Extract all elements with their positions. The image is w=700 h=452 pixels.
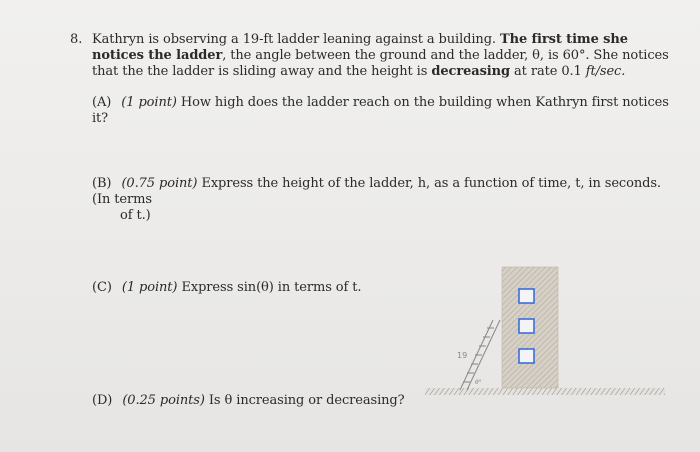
part-d-label: (D) bbox=[92, 393, 113, 408]
problem-text-1: Kathryn is observing a 19-ft ladder leaning against a building. bbox=[92, 32, 496, 47]
ladder-length-label: 19 bbox=[457, 351, 468, 360]
part-b-question: Express the height of the ladder, h, as a function of time, t, in seconds. (In terms bbox=[92, 176, 661, 207]
part-a bbox=[92, 95, 677, 127]
problem-rate-unit: ft/sec. bbox=[585, 64, 626, 79]
part-a-points: (1 point) bbox=[121, 95, 177, 110]
problem-statement bbox=[92, 32, 677, 80]
problem-bold-1: The first time she notices the ladder bbox=[92, 32, 628, 63]
problem-text-3: at rate 0.1 bbox=[514, 64, 582, 79]
part-a-label: (A) bbox=[92, 95, 112, 110]
part-c-question: Express sin(θ) in terms of t. bbox=[181, 280, 362, 295]
part-d-points: (0.25 points) bbox=[122, 393, 205, 408]
window-bottom bbox=[519, 349, 534, 363]
part-b-label: (B) bbox=[92, 176, 112, 191]
part-c bbox=[92, 280, 452, 296]
ladder-diagram bbox=[420, 262, 670, 412]
part-b-points: (0.75 point) bbox=[121, 176, 198, 191]
problem-bold-2: decreasing bbox=[431, 64, 510, 79]
part-b-question-cont: of t.) bbox=[120, 208, 151, 223]
part-d-question: Is θ increasing or decreasing? bbox=[208, 393, 405, 408]
part-c-points: (1 point) bbox=[121, 280, 178, 295]
problem-number: 8. bbox=[70, 32, 83, 47]
window-top bbox=[519, 289, 534, 303]
part-c-label: (C) bbox=[92, 280, 112, 295]
part-d bbox=[92, 393, 452, 409]
problem-text-2: , the angle between the ground and the ladder, θ, is 60°. She notices that the the ladder is sliding away and the height is bbox=[92, 48, 669, 79]
part-a-question: How high does the ladder reach on the building when Kathryn first notices it? bbox=[92, 95, 669, 126]
angle-label: θ° bbox=[475, 379, 482, 386]
window-middle bbox=[519, 319, 534, 333]
part-b bbox=[92, 176, 677, 224]
